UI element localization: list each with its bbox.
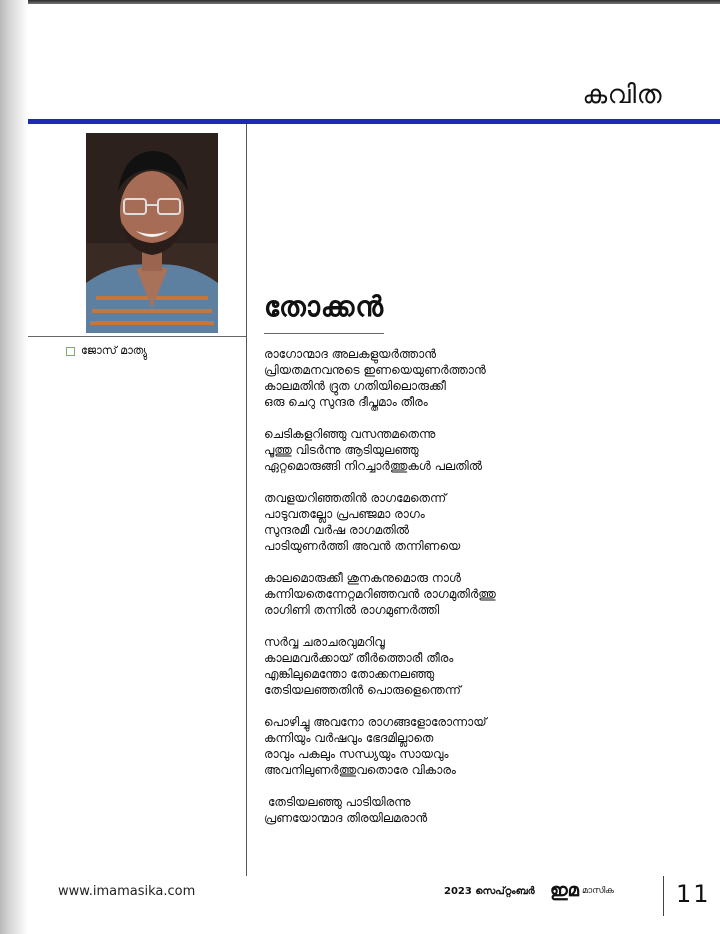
poem-line: ഏറ്റമൊരുങ്ങി നിറച്ചാർത്തുകൾ പലതിൽ: [264, 459, 483, 473]
footer-website: www.imamasika.com: [58, 884, 196, 899]
poem-line: തവളയറിഞ്ഞതിൻ രാഗമേതെന്ന്: [264, 491, 447, 505]
title-rule: [264, 333, 384, 334]
header-blue-rule: [28, 119, 720, 124]
footer-divider: [663, 876, 664, 916]
column-divider: [246, 124, 247, 876]
poem-line: കാലമതിൻ ദ്രുത ഗതിയിലൊരുക്കീ: [264, 379, 446, 393]
poem-line: പ്രണയോന്മാദ തിരയിലമരാൻ: [264, 811, 428, 825]
poem-line: രാഗോന്മാദ അലകളുയർത്താൻ: [264, 347, 437, 361]
footer-issue-date: 2023 സെപ്റ്റംബർ: [444, 886, 535, 897]
poem-line: കന്നിയതെന്നേറ്റമറിഞ്ഞവൻ രാഗമുതിർത്തു: [264, 587, 496, 601]
poem-line: തേടിയലഞ്ഞു പാടിയിരന്നു: [268, 795, 411, 809]
poem-stanza: [264, 426, 704, 474]
author-credit: [66, 344, 147, 358]
author-photo: [86, 133, 218, 333]
poem-line: തേടിയലഞ്ഞതിൻ പൊരുളെന്തെന്ന്: [264, 683, 461, 697]
bullet-square-icon: [66, 347, 75, 356]
top-edge-shadow: [0, 0, 720, 4]
poem-line: കന്നിയും വർഷവും ഭേദമില്ലാതെ: [264, 731, 434, 745]
page-spine-shadow: [0, 0, 28, 934]
poem-stanza: [264, 346, 704, 410]
poem-stanza: [264, 490, 704, 554]
page-number: 11: [676, 880, 711, 908]
poem-line: കാലമൊരുക്കീ ശുനകനുമൊരു നാൾ: [264, 571, 461, 585]
poem-body: [264, 346, 704, 842]
poem-stanza: [264, 634, 704, 698]
poem-line: ചെടികളറിഞ്ഞു വസന്തമതെന്നു: [264, 427, 436, 441]
poem-stanza: [264, 714, 704, 778]
poem-line: എങ്കിലുമെന്തോ തോക്കനലഞ്ഞു: [264, 667, 435, 681]
author-name: ജോസ് മാത്യു: [81, 344, 147, 357]
magazine-logo: [550, 880, 614, 901]
poem-line: സർവ്വ ചരാചരവുമറിവൂ: [264, 635, 385, 649]
section-title: കവിത: [582, 80, 662, 110]
poem-stanza: [264, 794, 704, 826]
poem-line: രാഗിണി തന്നിൽ രാഗമുണർത്തി: [264, 603, 440, 617]
caption-rule: [28, 336, 246, 337]
poem-line: സുന്ദരമീ വർഷ രാഗമതിൽ: [264, 523, 410, 537]
poem-line: പൂത്തു വിടർന്നു ആടിയുലഞ്ഞു: [264, 443, 419, 457]
poem-line: പ്രിയതമനവനുടെ ഇണയെയുണർത്താൻ: [264, 363, 486, 377]
poem-line: രാവും പകലും സന്ധ്യയും സായവും: [264, 747, 449, 761]
poem-line: പാടിയുണർത്തി അവൻ തന്നിണയെ: [264, 539, 461, 553]
author-portrait-illustration: [86, 133, 218, 333]
poem-title: തോക്കൻ: [264, 290, 385, 323]
poem-line: പാടുവതല്ലോ പ്രപഞ്ജമാ രാഗം: [264, 507, 425, 521]
poem-stanza: [264, 570, 704, 618]
poem-line: ഒരു ചെറു സുന്ദര ദീപ്തമാം തീരം: [264, 395, 428, 409]
logo-mark: ഇമ: [550, 880, 579, 901]
logo-subtitle: മാസിക: [581, 885, 614, 896]
poem-line: പൊഴിച്ചു അവനോ രാഗങ്ങളോരോന്നായ്: [264, 715, 487, 729]
poem-line: കാലമവർക്കായ് തീർത്തൊരീ തീരം: [264, 651, 454, 665]
poem-line: അവനിലുണർത്തുവതൊരേ വികാരം: [264, 763, 456, 777]
